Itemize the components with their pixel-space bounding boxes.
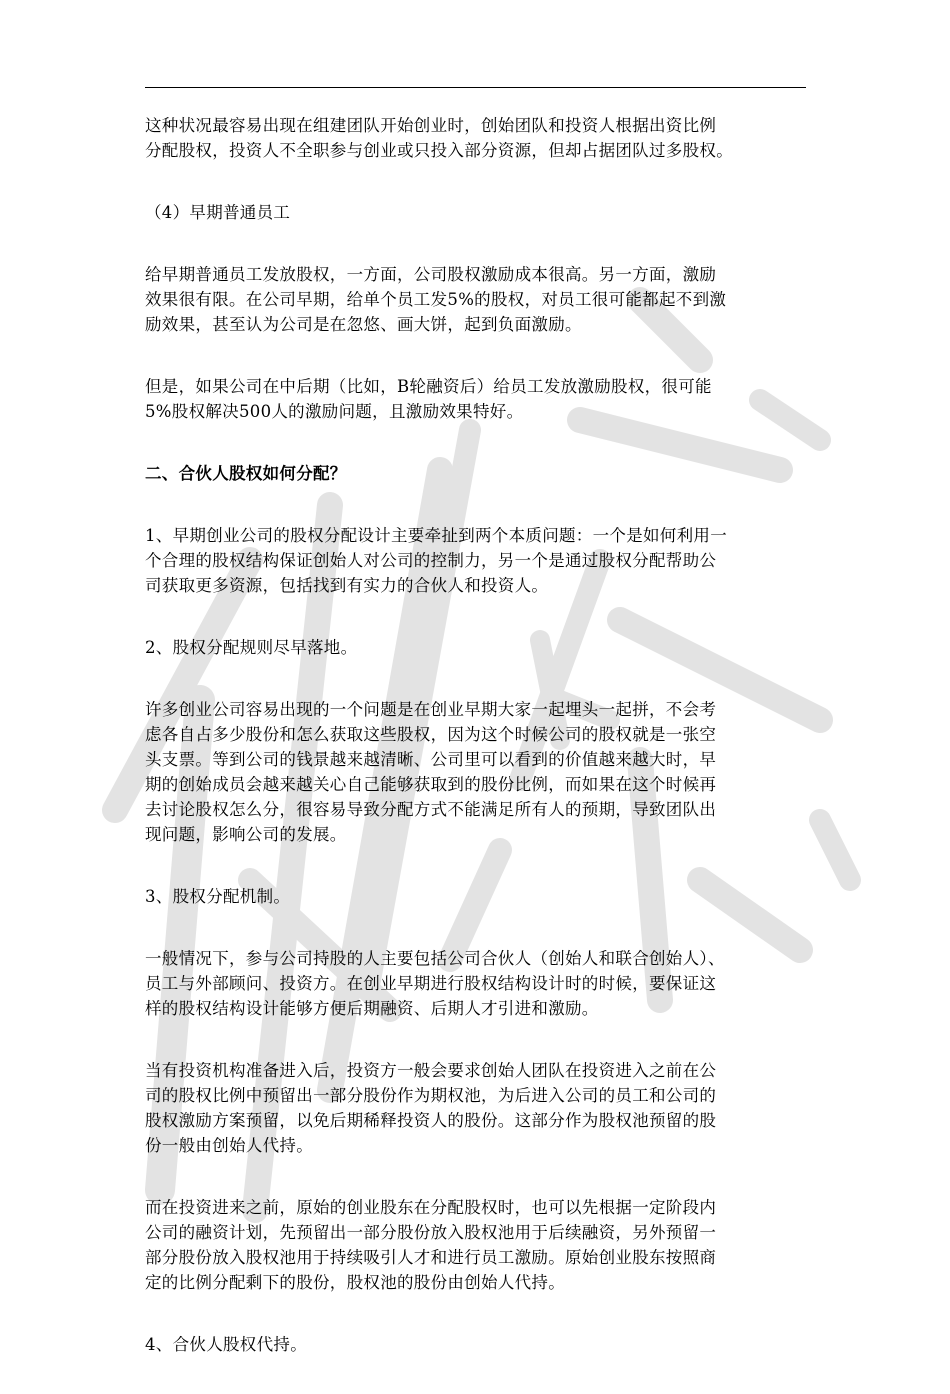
paragraph: 2、股权分配规则尽早落地。 bbox=[145, 638, 358, 657]
paragraph: 3、股权分配机制。 bbox=[145, 887, 291, 906]
paragraph: 一般情况下，参与公司持股的人主要包括公司合伙人（创始人和联合创始人）、 员工与外部顾问、投资方。在创业早期进行股权结构设计时的时候，要保证这 样的股权结构设计能够方便后期融资、后期人才引进和激励。 bbox=[145, 949, 725, 1018]
paragraph: 4、合伙人股权代持。 bbox=[145, 1335, 307, 1354]
paragraph: 1、早期创业公司的股权分配设计主要牵扯到两个本质问题：一个是如何利用一 个合理的股权结构保证创始人对公司的控制力，另一个是通过股权分配帮助公 司获取更多资源，包括找到有实力的合伙人和投资人。 bbox=[145, 526, 727, 595]
paragraph: 给早期普通员工发放股权，一方面，公司股权激励成本很高。另一方面，激励 效果很有限。在公司早期，给单个员工发5%的股权，对员工很可能都起不到激 励效果，甚至认为公司是在忽悠、画大饼，起到负面激励。 bbox=[145, 265, 727, 334]
paragraph: 许多创业公司容易出现的一个问题是在创业早期大家一起埋头一起拼，不会考 虑各自占多少股份和怎么获取这些股权，因为这个时候公司的股权就是一张空 头支票。等到公司的钱景越来越清晰、公司里可以看到的价值越来越大时，早 期的创始成员会越来越关心自己能够获取到的股份比例，而如果在这个时候再 去讨论股权怎么分，很容易导致分配方式不能满足所有人的预期，导致团队出 现问题，影响公司的发展。 bbox=[145, 700, 717, 844]
paragraph: 但是，如果公司在中后期（比如，B轮融资后）给员工发放激励股权，很可能 5%股权解决500人的激励问题，且激励效果特好。 bbox=[145, 377, 712, 421]
paragraph: 而在投资进来之前，原始的创业股东在分配股权时，也可以先根据一定阶段内 公司的融资计划，先预留出一部分股份放入股权池用于后续融资，另外预留一 部分股份放入股权池用于持续吸引人才和进行员工激励。原始创业股东按照商 定的比例分配剩下的股份，股权池的股份由创始人代持。 bbox=[145, 1198, 717, 1292]
document-body bbox=[145, 113, 810, 1394]
paragraph: 当有投资机构准备进入后，投资方一般会要求创始人团队在投资进入之前在公 司的股权比例中预留出一部分股份作为期权池，为后进入公司的员工和公司的 股权激励方案预留，以免后期稀释投资人的股份。这部分作为股权池预留的股 份一般由创始人代持。 bbox=[145, 1061, 717, 1155]
watermark-stroke bbox=[820, 820, 850, 880]
section-heading: 二、合伙人股权如何分配？ bbox=[145, 464, 347, 483]
paragraph: 这种状况最容易出现在组建团队开始创业时，创始团队和投资人根据出资比例 分配股权，投资人不全职参与创业或只投入部分资源，但却占据团队过多股权。 bbox=[145, 116, 733, 160]
paragraph: （4）早期普通员工 bbox=[145, 203, 291, 222]
header-rule bbox=[145, 87, 806, 88]
